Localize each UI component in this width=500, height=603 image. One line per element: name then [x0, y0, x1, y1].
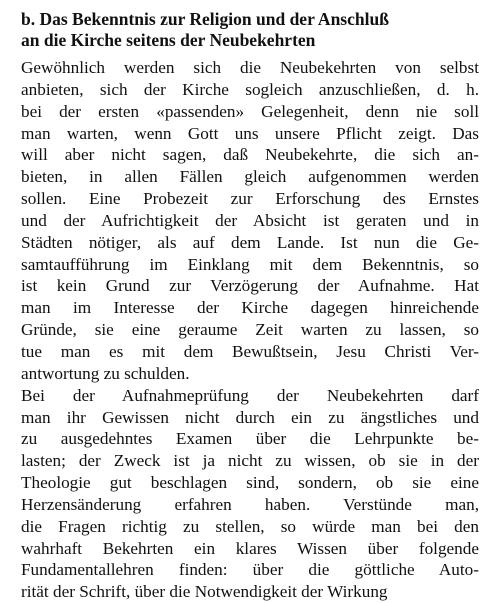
paragraph-1-line: anbieten, sich der Kirche sogleich anzuschließen, d. h. — [21, 79, 479, 99]
document-page — [21, 9, 479, 603]
paragraph-2-line: zu ausgedehntes Examen über die Lehrpunkte be- — [21, 429, 479, 449]
section-heading-line-2: an die Kirche seitens der Neubekehrten — [21, 30, 316, 50]
paragraph-2-line: Theologie gut beschlagen sind, sondern, ob sie eine — [21, 473, 479, 493]
section-heading — [21, 9, 479, 51]
paragraph-1-line: samtaufführung im Einklang mit dem Bekenntnis, so — [21, 254, 479, 274]
paragraph-1-line: bei der ersten «passenden» Gelegenheit, denn nie soll — [21, 101, 479, 121]
paragraph-1-line: Gewöhnlich werden sich die Neubekehrten von selbst — [21, 58, 479, 77]
paragraph-2-line: lasten; der Zweck ist ja nicht zu wissen, ob sie in der — [21, 451, 479, 471]
paragraph-2-line: wahrhaft Bekehrten ein klares Wissen über folgende — [21, 538, 479, 558]
paragraph-1-line: Städten nötiger, als auf dem Lande. Ist nun die Ge- — [21, 232, 479, 252]
paragraph-1-line: bieten, in allen Fällen gleich aufgenommen werden — [21, 167, 479, 187]
paragraph-1-line: tue man es mit dem Bewußtsein, Jesu Christi Ver- — [21, 341, 479, 361]
paragraph-1-line: man im Interesse der Kirche dagegen hinreichende — [21, 298, 479, 318]
paragraph-1-line: Gründe, sie eine geraume Zeit warten zu lassen, so — [21, 320, 479, 340]
paragraph-1-line: will aber nicht sagen, daß Neubekehrte, die sich an- — [21, 145, 479, 165]
paragraph-1-line: man warten, wenn Gott uns unsere Pflicht zeigt. Das — [21, 123, 479, 143]
paragraph-1-line: sollen. Eine Probezeit zur Erforschung des Ernstes — [21, 189, 479, 209]
section-heading-line-1: b. Das Bekenntnis zur Religion und der Anschluß — [21, 9, 389, 29]
paragraph-2-line: Herzensänderung erfahren haben. Verstünde man, — [21, 494, 479, 514]
paragraph-2-line: die Fragen richtig zu stellen, so würde man bei den — [21, 516, 479, 536]
paragraph-1-line: antwortung zu schulden. — [21, 363, 190, 383]
paragraph-2-line: rität der Schrift, über die Notwendigkeit der Wirkung — [21, 582, 388, 602]
paragraph-1-line: und der Aufrichtigkeit der Absicht ist geraten und in — [21, 210, 479, 230]
paragraph-2-line: Bei der Aufnahmeprüfung der Neubekehrten darf — [21, 385, 479, 405]
body-paragraph-2 — [21, 385, 479, 603]
paragraph-1-line: ist kein Grund zur Verzögerung der Aufnahme. Hat — [21, 276, 479, 296]
paragraph-2-line: Fundamentallehren finden: über die göttliche Auto- — [21, 560, 479, 580]
paragraph-2-line: man ihr Gewissen nicht durch ein zu ängstliches und — [21, 407, 479, 427]
body-paragraph-1 — [21, 57, 479, 385]
